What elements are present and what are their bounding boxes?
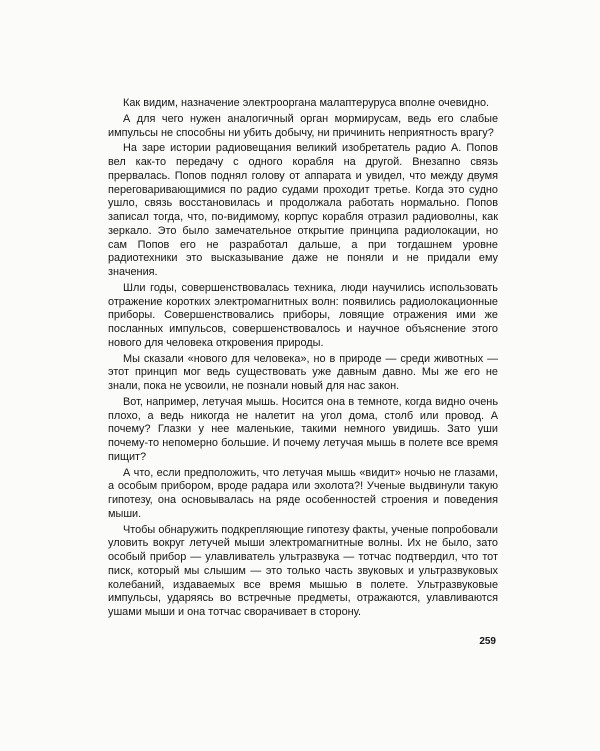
body-text [108, 97, 498, 622]
paragraph-6: Вот, например, летучая мышь. Носится она в темноте, когда видно очень плохо, а ведь никогда не налетит на угол дома, столб или провод. А почему? Глазки у нее маленькие, такими немного увидишь. Зато уши почему-то непомерно большие. И почему летучая мышь в полете все время пищит? [108, 395, 498, 463]
paragraph-3: На заре истории радиовещания великий изобретатель радио А. Попов вел как-то передачу с одного корабля на другой. Внезапно связь прервалась. Попов поднял голову от аппарата и увидел, что между двумя переговаривающимися по радио судами проходит третье. Когда это судно ушло, связь восстановилась и продолжала работать нормально. Попов записал тогда, что, по-видимому, корпус корабля отразил радиоволны, как зеркало. Это было замечательное открытие принципа радиолокации, но сам Попов его не разработал дальше, а при тогдашнем уровне радиотехники это высказывание даже не поняли и не придали ему значения. [108, 142, 498, 278]
paragraph-8: Чтобы обнаружить подкрепляющие гипотезу факты, ученые попробовали уловить вокруг летучей мыши электромагнитные волны. Их не было, зато особый прибор — улавливатель ультразвука — тотчас подтвердил, что тот писк, который мы слышим — это только часть звуковых и ультразвуковых колебаний, издаваемых все время мышью в полете. Ультразвуковые импульсы, ударяясь во встречные предметы, отражаются, улавливаются ушами мыши и она тотчас сворачивает в сторону. [108, 523, 498, 618]
paragraph-5: Мы сказали «нового для человека», но в природе — среди животных — этот принцип мог ведь существовать уже давным давно. Мы же его не знали, пока не усвоили, не познали новый для нас закон. [108, 352, 498, 392]
paragraph-4: Шли годы, совершенствовалась техника, люди научились использовать отражение коротких электромагнитных волн: появились радиолокационные приборы. Совершенствовались приборы, ловящие отражения ими же посланных импульсов, совершенствовалось и научное объяснение этого нового для человека откровения природы. [108, 281, 498, 349]
page-number: 259 [479, 636, 496, 647]
paragraph-2: А для чего нужен аналогичный орган мормирусам, ведь его слабые импульсы не способны ни убить добычу, ни причинить неприятность врагу? [108, 112, 498, 139]
paragraph-7: А что, если предположить, что летучая мышь «видит» ночью не глазами, а особым прибором, вроде радара или эхолота?! Ученые выдвинули такую гипотезу, она основывалась на ряде особенностей строения и поведения мыши. [108, 466, 498, 520]
paragraph-1: Как видим, назначение электрооргана малаптеруруса вполне очевидно. [123, 97, 490, 109]
